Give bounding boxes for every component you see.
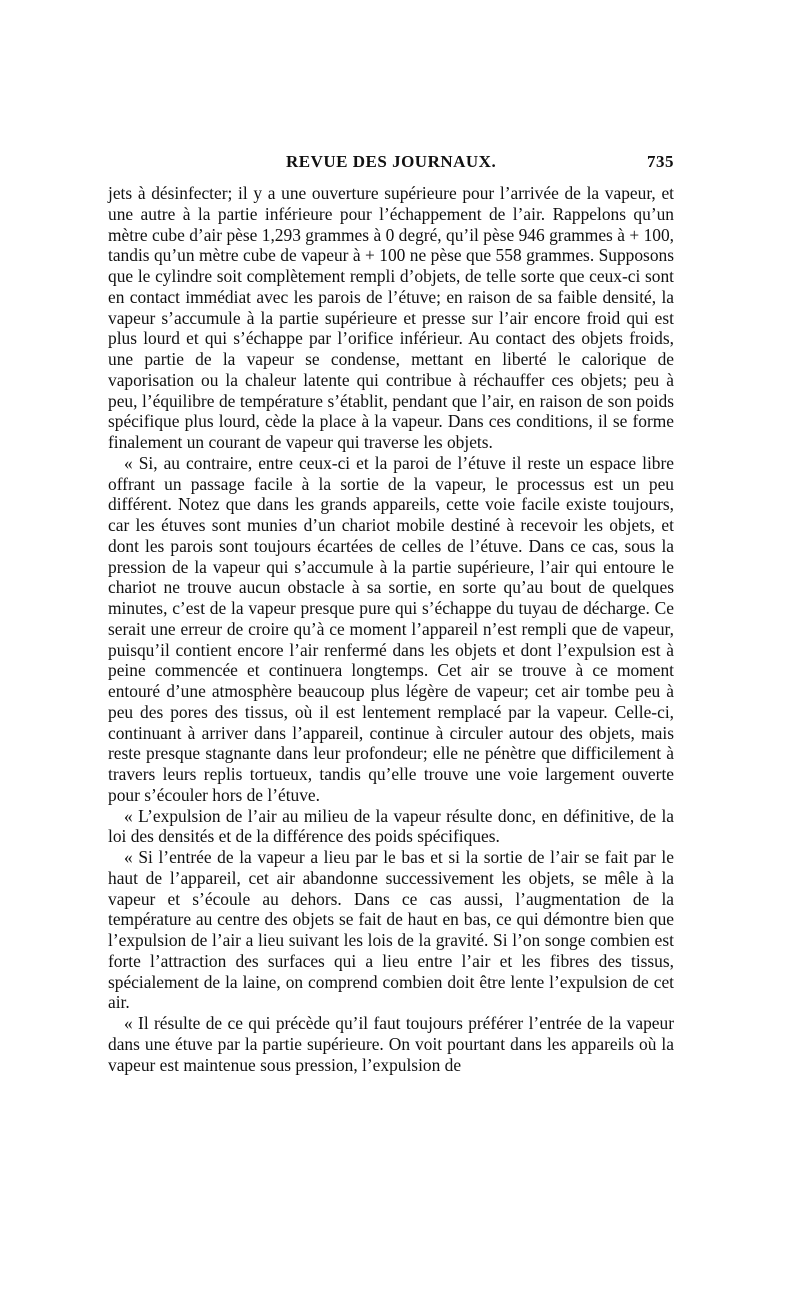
- paragraph-3: « L’expulsion de l’air au milieu de la vapeur résulte donc, en définitive, de la loi des densités et de la différence des poids spécifiques.: [108, 805, 674, 847]
- paragraph-5: « Il résulte de ce qui précède qu’il faut toujours préférer l’entrée de la vapeur dans une étuve par la partie supérieure. On voit pourtant dans les appareils où la vapeur est maintenue sous pression, l’expulsion de: [108, 1013, 674, 1075]
- body-text: [108, 183, 674, 1075]
- running-header: [108, 148, 674, 176]
- paragraph-1: jets à désinfecter; il y a une ouverture supérieure pour l’arrivée de la vapeur, et une autre à la partie inférieure pour l’échappement de l’air. Rappelons qu’un mètre cube d’air pèse 1,293 grammes à 0 degré, qu’il pèse 946 grammes à + 100, tandis qu’un mètre cube de vapeur à + 100 ne pèse que 558 grammes. Supposons que le cylindre soit complètement rempli d’objets, de telle sorte que ceux-ci sont en contact immédiat avec les parois de l’étuve; en raison de sa faible densité, la vapeur s’accumule à la partie supérieure et presse sur l’air encore froid qui est plus lourd et qui s’échappe par l’orifice inférieur. Au contact des objets froids, une partie de la vapeur se condense, mettant en liberté le calorique de vaporisation ou la chaleur latente qui contribue à réchauffer ces objets; peu à peu, l’équilibre de température s’établit, pendant que l’air, en raison de son poids spécifique plus lourd, cède la place à la vapeur. Dans ces conditions, il se forme finalement un courant de vapeur qui traverse les objets.: [108, 183, 674, 452]
- running-title: REVUE DES JOURNAUX.: [286, 152, 497, 171]
- paragraph-4: « Si l’entrée de la vapeur a lieu par le bas et si la sortie de l’air se fait par le haut de l’appareil, cet air abandonne successivement les objets, se mêle à la vapeur et s’écoule au dehors. Dans ce cas aussi, l’augmentation de la température au centre des objets se fait de haut en bas, ce qui démontre bien que l’expulsion de l’air a lieu suivant les lois de la gravité. Si l’on songe combien est forte l’attraction des surfaces qui a lieu entre l’air et les fibres des tissus, spécialement de la laine, on comprend combien doit être lente l’expulsion de cet air.: [108, 847, 674, 1013]
- page-number: 735: [647, 152, 674, 171]
- paragraph-2: « Si, au contraire, entre ceux-ci et la paroi de l’étuve il reste un espace libre offrant un passage facile à la sortie de la vapeur, le processus est un peu différent. Notez que dans les grands appareils, cette voie facile existe toujours, car les étuves sont munies d’un chariot mobile destiné à recevoir les objets, et dont les parois sont toujours écartées de celles de l’étuve. Dans ce cas, sous la pression de la vapeur qui s’accumule à la partie supérieure, l’air qui entoure le chariot ne trouve aucun obstacle à sa sortie, en sorte qu’au bout de quelques minutes, c’est de la vapeur presque pure qui s’échappe du tuyau de décharge. Ce serait une erreur de croire qu’à ce moment l’appareil n’est rempli que de vapeur, puisqu’il contient encore l’air renfermé dans les objets et dont l’expulsion est à peine commencée et continuera longtemps. Cet air se trouve à ce moment entouré d’une atmosphère beaucoup plus légère de vapeur; cet air tombe peu à peu des pores des tissus, où il est lentement remplacé par la vapeur. Celle-ci, continuant à arriver dans l’appareil, continue à circuler autour des objets, mais reste presque stagnante dans leur profondeur; elle ne pénètre que difficilement à travers leurs replis tortueux, tandis qu’elle trouve une voie largement ouverte pour s’écouler hors de l’étuve.: [108, 452, 674, 805]
